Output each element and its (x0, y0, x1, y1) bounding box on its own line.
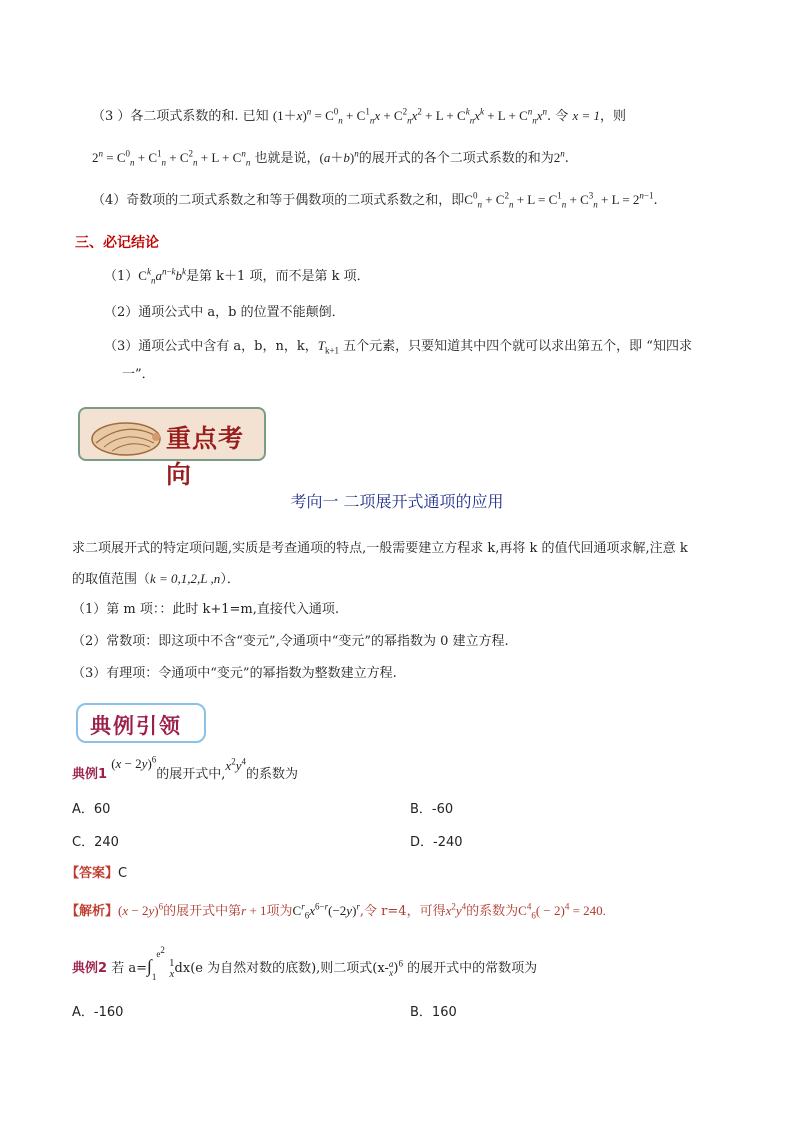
ex2-option-b[interactable]: B．160 (410, 1005, 457, 1020)
analysis-line: 【解析】$(x - 2y)^6$的展开式中第r + 1项为$C^r_6x^{6-r}(-2y)^r$,令 r=4，可得$x^2y^4$的系数为$C^4_6( - 2)^4 = 240$. (66, 901, 606, 921)
example-tag (76, 703, 206, 743)
banner-title: 重点考向 (166, 424, 245, 489)
ex1-option-a[interactable]: A．60 (72, 802, 111, 817)
conclusion-3-line1: （3）通项公式中含有 a，b，n，k，$T_{k+1}$ 五个元素，只要知道其中四个就可以求出第五个，即 “知四求 (104, 338, 692, 356)
item3-line1: （3 ）各二项式系数的和. 已知 $(1+x)^n = C^0_n + C^1_nx + C^2_nx^2 + L + C^k_nx^k + L + C^n_nx^n$. 令 x = 1，则 (92, 106, 627, 126)
rule-1: （1）第 m 项：：此时 k+1=m,直接代入通项. (72, 602, 340, 617)
section-title: 考向一 二项展开式通项的应用 (290, 492, 504, 511)
section3-heading: 三、必记结论 (75, 235, 159, 251)
intro-line2: 的取值范围（k = 0,1,2,L ,n）． (72, 571, 240, 587)
conclusion-1: $(1)C^k_na^{n-k}b^k$是第 k＋1 项，而不是第 k 项． (104, 266, 370, 286)
example2-question: 典例2 若 $a=\int_1^{e^2}$ 1 xdx(e 为自然对数的底数),则二项式(x-a x)$^6$ 的展开式中的常数项为 (72, 944, 538, 982)
item3-sum-formula: $2^n = C^0_n + C^1_n + C^2_n + L + C^n_n$ (92, 148, 251, 168)
shell-icon (86, 415, 164, 459)
ex2-option-a[interactable]: A．-160 (72, 1005, 124, 1020)
example-tag-text: 典例引领 (90, 714, 182, 738)
ex1-option-d[interactable]: D．-240 (410, 835, 463, 850)
item3-formula: $(1+x)^n = C^0_n + C^1_nx + C^2_nx^2 + L + C^k_nx^k + L + C^n_nx^n$ (272, 106, 548, 126)
conclusion-2: （2）通项公式中 a，b 的位置不能颠倒． (104, 305, 345, 320)
key-topic-banner (78, 407, 266, 489)
ex1-option-c[interactable]: C．240 (72, 835, 119, 850)
example1-question: 典例1 $(x - 2y)^6$的展开式中$,x^2y^4$的系数为 (72, 754, 298, 782)
intro-line1: 求二项展开式的特定项问题,实质是考查通项的特点,一般需要建立方程求 k,再将 k 的值代回通项求解,注意 k (72, 541, 688, 556)
item3-line2: $2^n = C^0_n + C^1_n + C^2_n + L + C^n_n$ 也就是说，$(a+b)^n$的展开式的各个二项式系数的和为2$^n$. (92, 148, 569, 168)
answer-line: 【答案】C (66, 866, 128, 881)
conclusion-3-line2: 一”． (122, 367, 155, 382)
rule-3: （3）有理项：令通项中“变元”的幂指数为整数建立方程. (72, 666, 397, 681)
item4-formula: $C^0_n + C^2_n + L = C^1_n + C^3_n + L = 2^{n-1}$ (464, 190, 654, 210)
item4-line: （4）奇数项的二项式系数之和等于偶数项的二项式系数之和，即$C^0_n + C^2_n + L = C^1_n + C^3_n + L = 2^{n-1}$. (92, 190, 658, 210)
rule-2: （2）常数项：即这项中不含“变元”,令通项中“变元”的幂指数为 0 建立方程. (72, 634, 509, 649)
ex1-option-b[interactable]: B．-60 (410, 802, 454, 817)
